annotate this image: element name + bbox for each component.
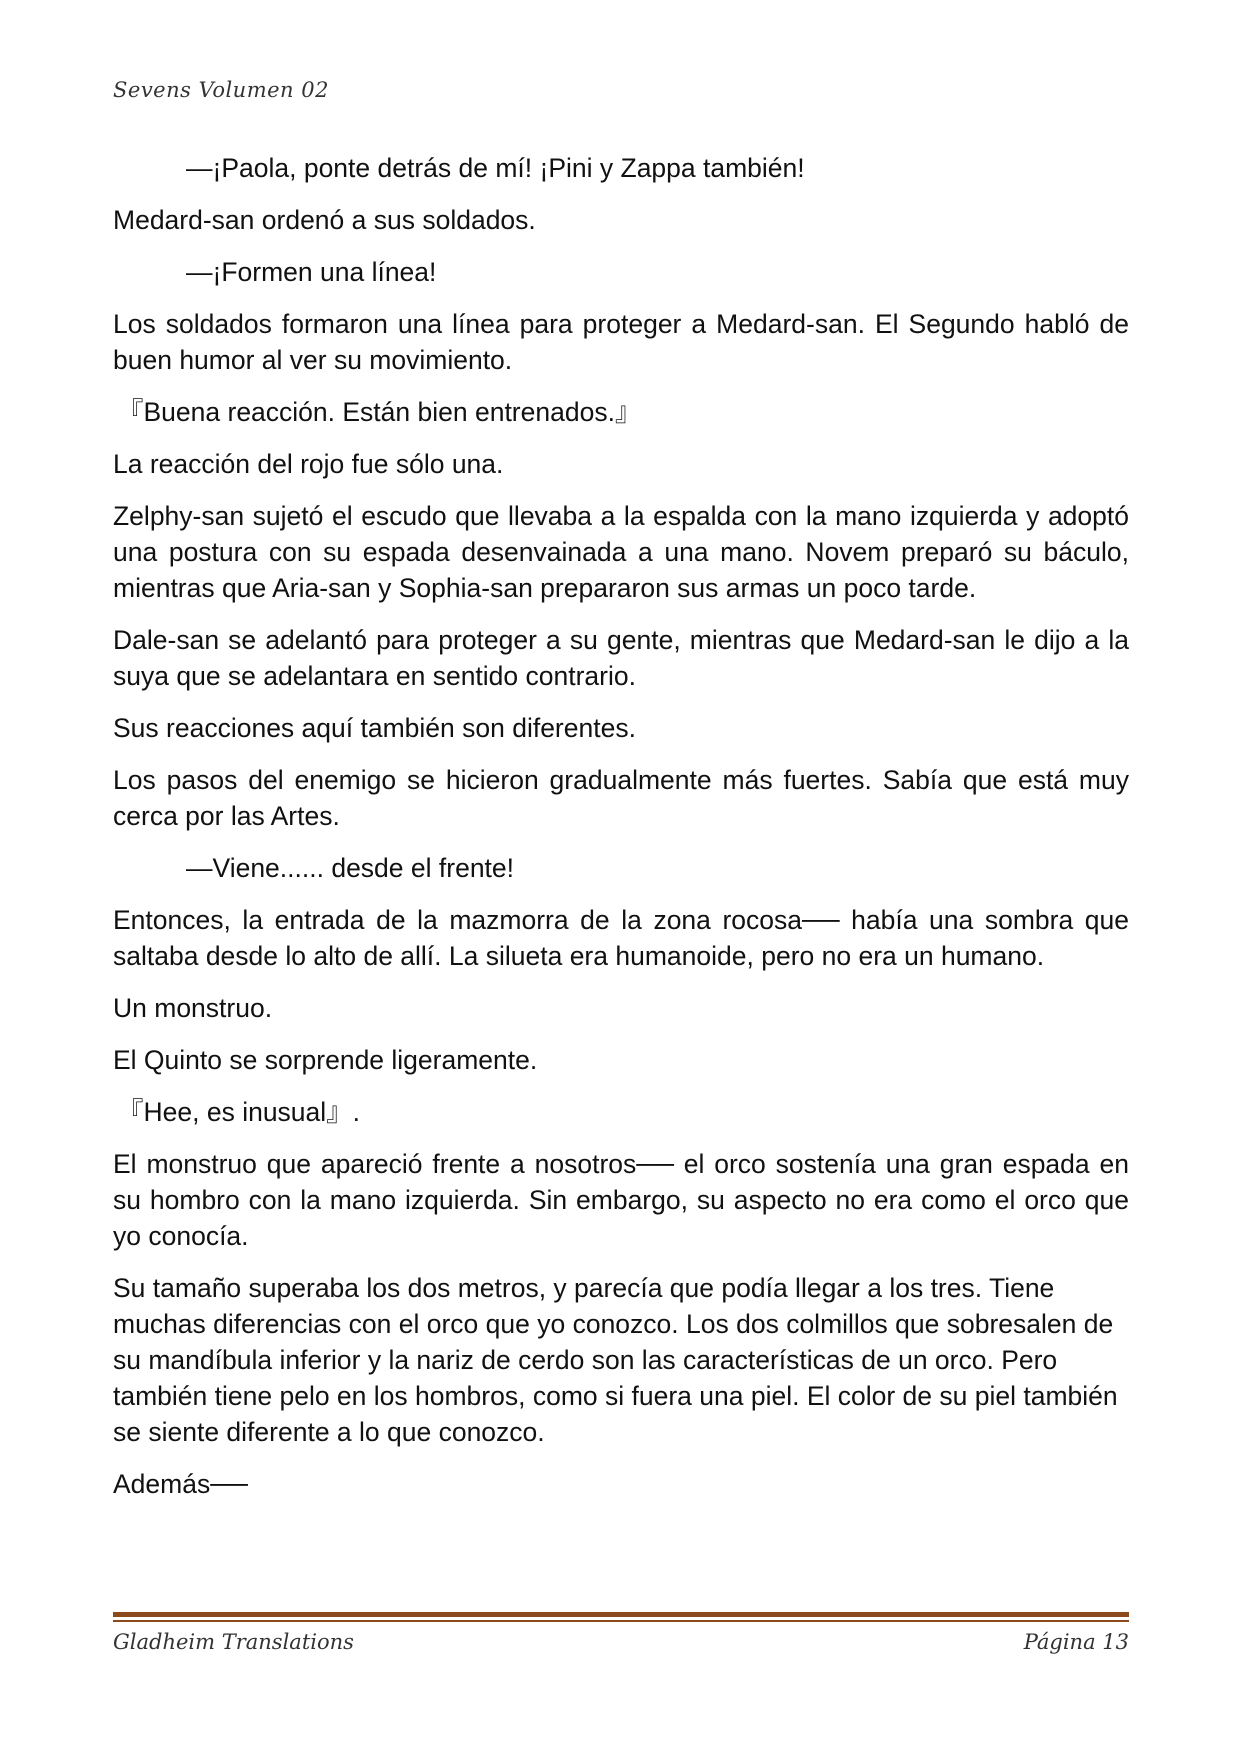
dialogue-line: —Viene...... desde el frente! <box>186 853 515 883</box>
running-header: Sevens Volumen 02 <box>113 78 329 102</box>
paragraph: La reacción del rojo fue sólo una. <box>113 449 504 479</box>
page-number: Página 13 <box>1023 1630 1129 1654</box>
paragraph: Los pasos del enemigo se hicieron gradualmente más fuertes. Sabía que está muy cerca por las Artes. <box>113 765 1129 831</box>
dialogue-line: —¡Formen una línea! <box>186 257 437 287</box>
paragraph: Los soldados formaron una línea para proteger a Medard-san. El Segundo habló de buen humor al ver su movimiento. <box>113 309 1129 375</box>
dialogue-line: —¡Paola, ponte detrás de mí! ¡Pini y Zappa también! <box>186 153 805 183</box>
footer-credit: Gladheim Translations <box>113 1630 354 1654</box>
footer-rule-thick <box>113 1612 1129 1617</box>
paragraph: Sus reacciones aquí también son diferentes. <box>113 713 636 743</box>
paragraph: Entonces, la entrada de la mazmorra de la zona rocosa── había una sombra que saltaba desde lo alto de allí. La silueta era humanoide, pero no era un humano. <box>113 905 1129 971</box>
quote-line: 『Hee, es inusual』. <box>117 1097 361 1127</box>
quote-line: 『Buena reacción. Están bien entrenados.』 <box>117 397 642 427</box>
paragraph: Dale-san se adelantó para proteger a su gente, mientras que Medard-san le dijo a la suya que se adelantara en sentido contrario. <box>113 625 1129 691</box>
paragraph: Medard-san ordenó a sus soldados. <box>113 205 536 235</box>
paragraph: El Quinto se sorprende ligeramente. <box>113 1045 538 1075</box>
paragraph: Además── <box>113 1469 248 1499</box>
paragraph: El monstruo que apareció frente a nosotros── el orco sostenía una gran espada en su hombro con la mano izquierda. Sin embargo, su aspecto no era como el orco que yo conocía. <box>113 1149 1129 1251</box>
paragraph: Su tamaño superaba los dos metros, y parecía que podía llegar a los tres. Tiene muchas diferencias con el orco que yo conozco. Los dos colmillos que sobresalen de su mandíbula inferior y la nariz de cerdo son las características de un orco. Pero también tiene pelo en los hombros, como si fuera una piel. El color de su piel también se siente diferente a lo que conozco. <box>113 1273 1118 1447</box>
paragraph: Un monstruo. <box>113 993 273 1023</box>
body-text <box>113 150 1129 1518</box>
footer-rule-thin <box>113 1620 1129 1622</box>
paragraph: Zelphy-san sujetó el escudo que llevaba a la espalda con la mano izquierda y adoptó una postura con su espada desenvainada a una mano. Novem preparó su báculo, mientras que Aria-san y Sophia-san prepararon sus armas un poco tarde. <box>113 501 1129 603</box>
